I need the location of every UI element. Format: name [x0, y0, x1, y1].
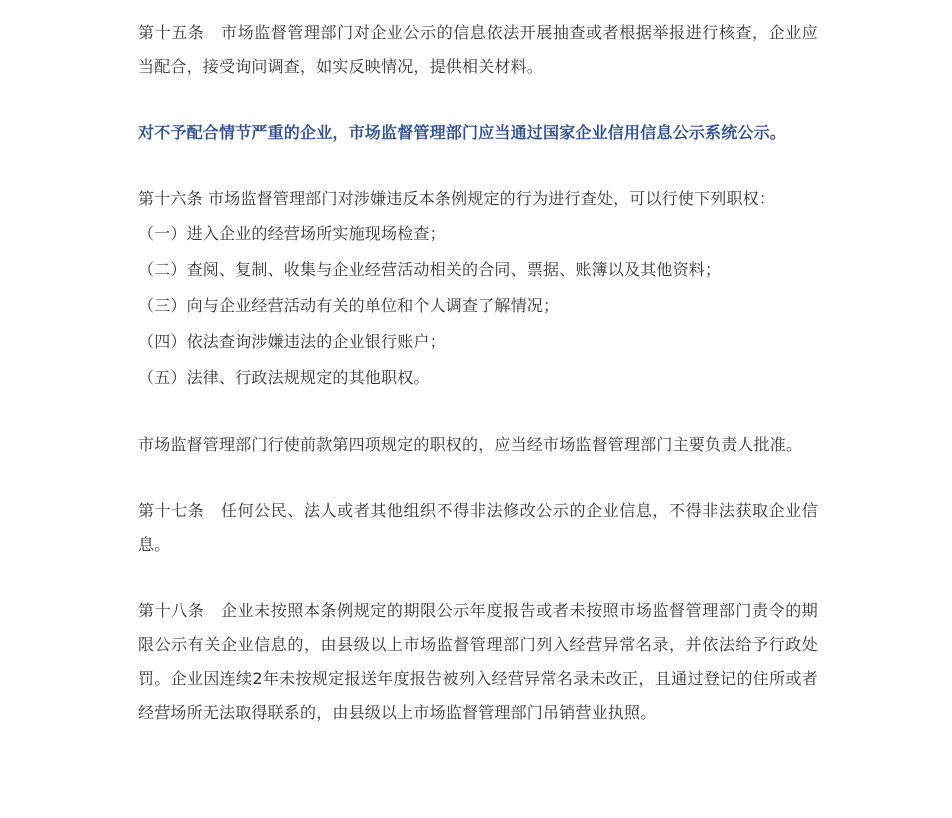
article-16-approval-paragraph: 市场监督管理部门行使前款第四项规定的职权的，应当经市场监督管理部门主要负责人批准。 — [138, 435, 803, 454]
article-15-paragraph: 第十五条 市场监督管理部门对企业公示的信息依法开展抽查或者根据举报进行核查，企业应当配合，接受询问调查，如实反映情况，提供相关材料。 — [138, 23, 818, 76]
paragraph-spacer — [138, 150, 818, 182]
list-item: （四）依法查询涉嫌违法的企业银行账户； — [138, 332, 446, 351]
article-16-paragraph: 第十六条 市场监督管理部门对涉嫌违反本条例规定的行为进行查处，可以行使下列职权： — [138, 189, 776, 208]
paragraph-spacer — [138, 84, 818, 116]
list-item: （三）向与企业经营活动有关的单位和个人调查了解情况； — [138, 296, 560, 315]
list-item: （二）查阅、复制、收集与企业经营活动相关的合同、票据、账簿以及其他资料； — [138, 260, 722, 279]
article-body — [138, 16, 818, 730]
article-16-list — [138, 216, 818, 396]
article-15-emphasis-paragraph: 对不予配合情节严重的企业，市场监督管理部门应当通过国家企业信用信息公示系统公示。 — [138, 123, 787, 142]
list-item: （一）进入企业的经营场所实施现场检查； — [138, 224, 446, 243]
paragraph-spacer — [138, 396, 818, 428]
list-item: （五）法律、行政法规规定的其他职权。 — [138, 368, 430, 387]
paragraph-spacer — [138, 562, 818, 594]
article-17-paragraph: 第十七条 任何公民、法人或者其他组织不得非法修改公示的企业信息，不得非法获取企业信息。 — [138, 501, 818, 554]
article-18-paragraph: 第十八条 企业未按照本条例规定的期限公示年度报告或者未按照市场监督管理部门责令的期限公示有关企业信息的，由县级以上市场监督管理部门列入经营异常名录，并依法给予行政处罚。企业因连续2年未按规定报送年度报告被列入经营异常名录未改正，且通过登记的住所或者经营场所无法取得联系的，由县级以上市场监督管理部门吊销营业执照。 — [138, 601, 818, 722]
paragraph-spacer — [138, 462, 818, 494]
